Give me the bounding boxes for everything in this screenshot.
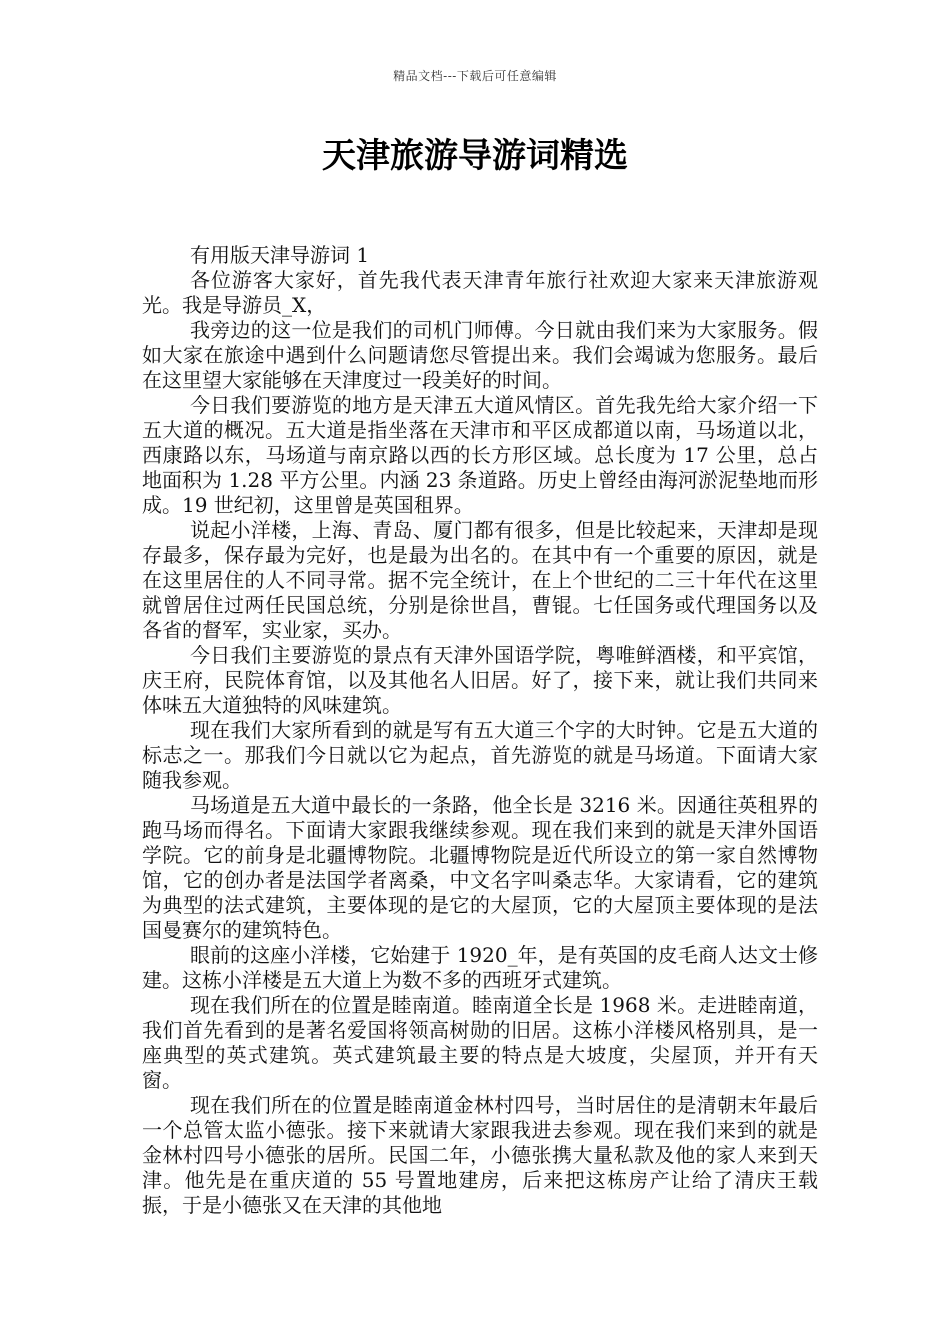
document-title: 天津旅游导游词精选 xyxy=(322,136,628,176)
paragraph-clock-landmark: 现在我们大家所看到的就是写有五大道三个字的大时钟。它是五大道的标志之一。那我们今日就以它为起点，首先游览的就是马场道。下面请大家随我参观。 xyxy=(142,718,818,792)
paragraph-munan-road: 现在我们所在的位置是睦南道。睦南道全长是 1968 米。走进睦南道，我们首先看到的是著名爱国将领高树勋的旧居。这栋小洋楼风格别具，是一座典型的英式建筑。英式建筑最主要的特点是大坡度，尖屋顶，并开有天窗。 xyxy=(142,993,818,1092)
paragraph-machang-road: 马场道是五大道中最长的一条路，他全长是 3216 米。因通往英租界的跑马场而得名。下面请大家跟我继续参观。现在我们来到的就是天津外国语学院。它的前身是北疆博物院。北疆博物院是近代所设立的第一家自然博物馆，它的创办者是法国学者离桑，中文名字叫桑志华。大家请看，它的建筑为典型的法式建筑，主要体现的是它的大屋顶，它的大屋顶主要体现的是法国曼赛尔的建筑特色。 xyxy=(142,793,818,942)
page-header-note: 精品文档---下载后可任意编辑 xyxy=(393,69,557,83)
paragraph-driver-intro: 我旁边的这一位是我们的司机门师傅。今日就由我们来为大家服务。假如大家在旅途中遇到什么问题请您尽管提出来。我们会竭诚为您服务。最后在这里望大家能够在天津度过一段美好的时间。 xyxy=(142,318,818,392)
paragraph-jinlin-village: 现在我们所在的位置是睦南道金林村四号，当时居住的是清朝末年最后一个总管太监小德张。接下来就请大家跟我进去参观。现在我们来到的就是金林村四号小德张的居所。民国二年，小德张携大量私款及他的家人来到天津。他先是在重庆道的 55 号置地建房，后来把这栋房产让给了清庆王载振，于是小德张又在天津的其他地 xyxy=(142,1093,818,1217)
paragraph-itinerary: 今日我们主要游览的景点有天津外国语学院，粤唯鲜酒楼，和平宾馆，庆王府，民院体育馆，以及其他名人旧居。好了，接下来，就让我们共同来体味五大道独特的风味建筑。 xyxy=(142,643,818,717)
document-body xyxy=(142,243,818,1218)
section-subheading: 有用版天津导游词 1 xyxy=(190,243,370,267)
paragraph-western-villas: 说起小洋楼，上海、青岛、厦门都有很多，但是比较起来，天津却是现存最多，保存最为完好，也是最为出名的。在其中有一个重要的原因，就是在这里居住的人不同寻常。据不完全统计，在上个世纪的二三十年代在这里就曾居住过两任民国总统，分别是徐世昌，曹锟。七任国务或代理国务以及各省的督军，实业家，买办。 xyxy=(142,518,818,642)
paragraph-welcome: 各位游客大家好，首先我代表天津青年旅行社欢迎大家来天津旅游观光。我是导游员_X， xyxy=(142,268,818,317)
paragraph-five-avenues-overview: 今日我们要游览的地方是天津五大道风情区。首先我先给大家介绍一下五大道的概况。五大道是指坐落在天津市和平区成都道以南，马场道以北，西康路以东，马场道与南京路以西的长方形区域。总长度为 17 公里，总占地面积为 1.28 平方公里。内涵 23 条道路。历史上曾经由海河淤泥垫地而形成。19 世纪初，这里曾是英国租界。 xyxy=(142,393,818,517)
paragraph-spanish-villa: 眼前的这座小洋楼，它始建于 1920_年，是有英国的皮毛商人达文士修建。这栋小洋楼是五大道上为数不多的西班牙式建筑。 xyxy=(142,943,818,992)
